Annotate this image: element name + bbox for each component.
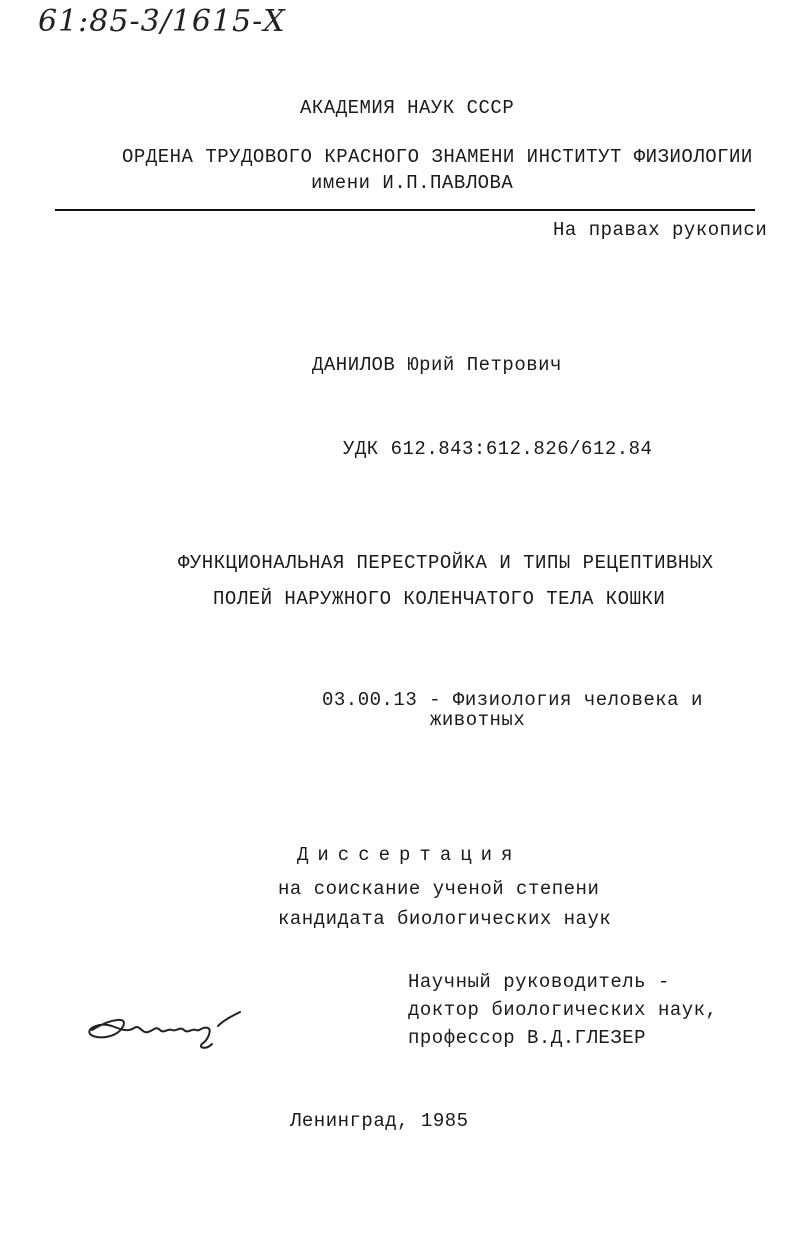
institute-name: ОРДЕНА ТРУДОВОГО КРАСНОГО ЗНАМЕНИ ИНСТИТУТ ФИЗИОЛОГИИ — [122, 146, 753, 168]
institute-name-line2: имени И.П.ПАВЛОВА — [311, 172, 514, 194]
specialty-code: 03.00.13 - Физиология человека и — [322, 689, 703, 711]
signature-icon — [82, 1000, 252, 1060]
author-name: ДАНИЛОВ Юрий Петрович — [312, 354, 562, 376]
manuscript-note: На правах рукописи — [553, 219, 768, 241]
place-and-year: Ленинград, 1985 — [290, 1110, 469, 1132]
supervisor-line3: профессор В.Д.ГЛЕЗЕР — [408, 1027, 647, 1049]
degree-line2: кандидата биологических наук — [278, 908, 612, 930]
header-divider — [55, 209, 755, 211]
dissertation-heading: Диссертация — [297, 844, 522, 866]
degree-line1: на соискание ученой степени — [278, 878, 600, 900]
udc-code: УДК 612.843:612.826/612.84 — [343, 438, 653, 460]
thesis-title-line2: ПОЛЕЙ НАРУЖНОГО КОЛЕНЧАТОГО ТЕЛА КОШКИ — [213, 588, 666, 610]
supervisor-line2: доктор биологических наук, — [408, 999, 718, 1021]
supervisor-line1: Научный руководитель - — [408, 971, 670, 993]
academy-name: АКАДЕМИЯ НАУК СССР — [300, 97, 515, 119]
author-signature — [82, 1000, 252, 1065]
thesis-title-line1: ФУНКЦИОНАЛЬНАЯ ПЕРЕСТРОЙКА И ТИПЫ РЕЦЕПТИВНЫХ — [178, 552, 714, 574]
specialty-line2: животных — [430, 709, 526, 731]
handwritten-archive-note: 61:85-3/1615-Х — [38, 4, 286, 39]
